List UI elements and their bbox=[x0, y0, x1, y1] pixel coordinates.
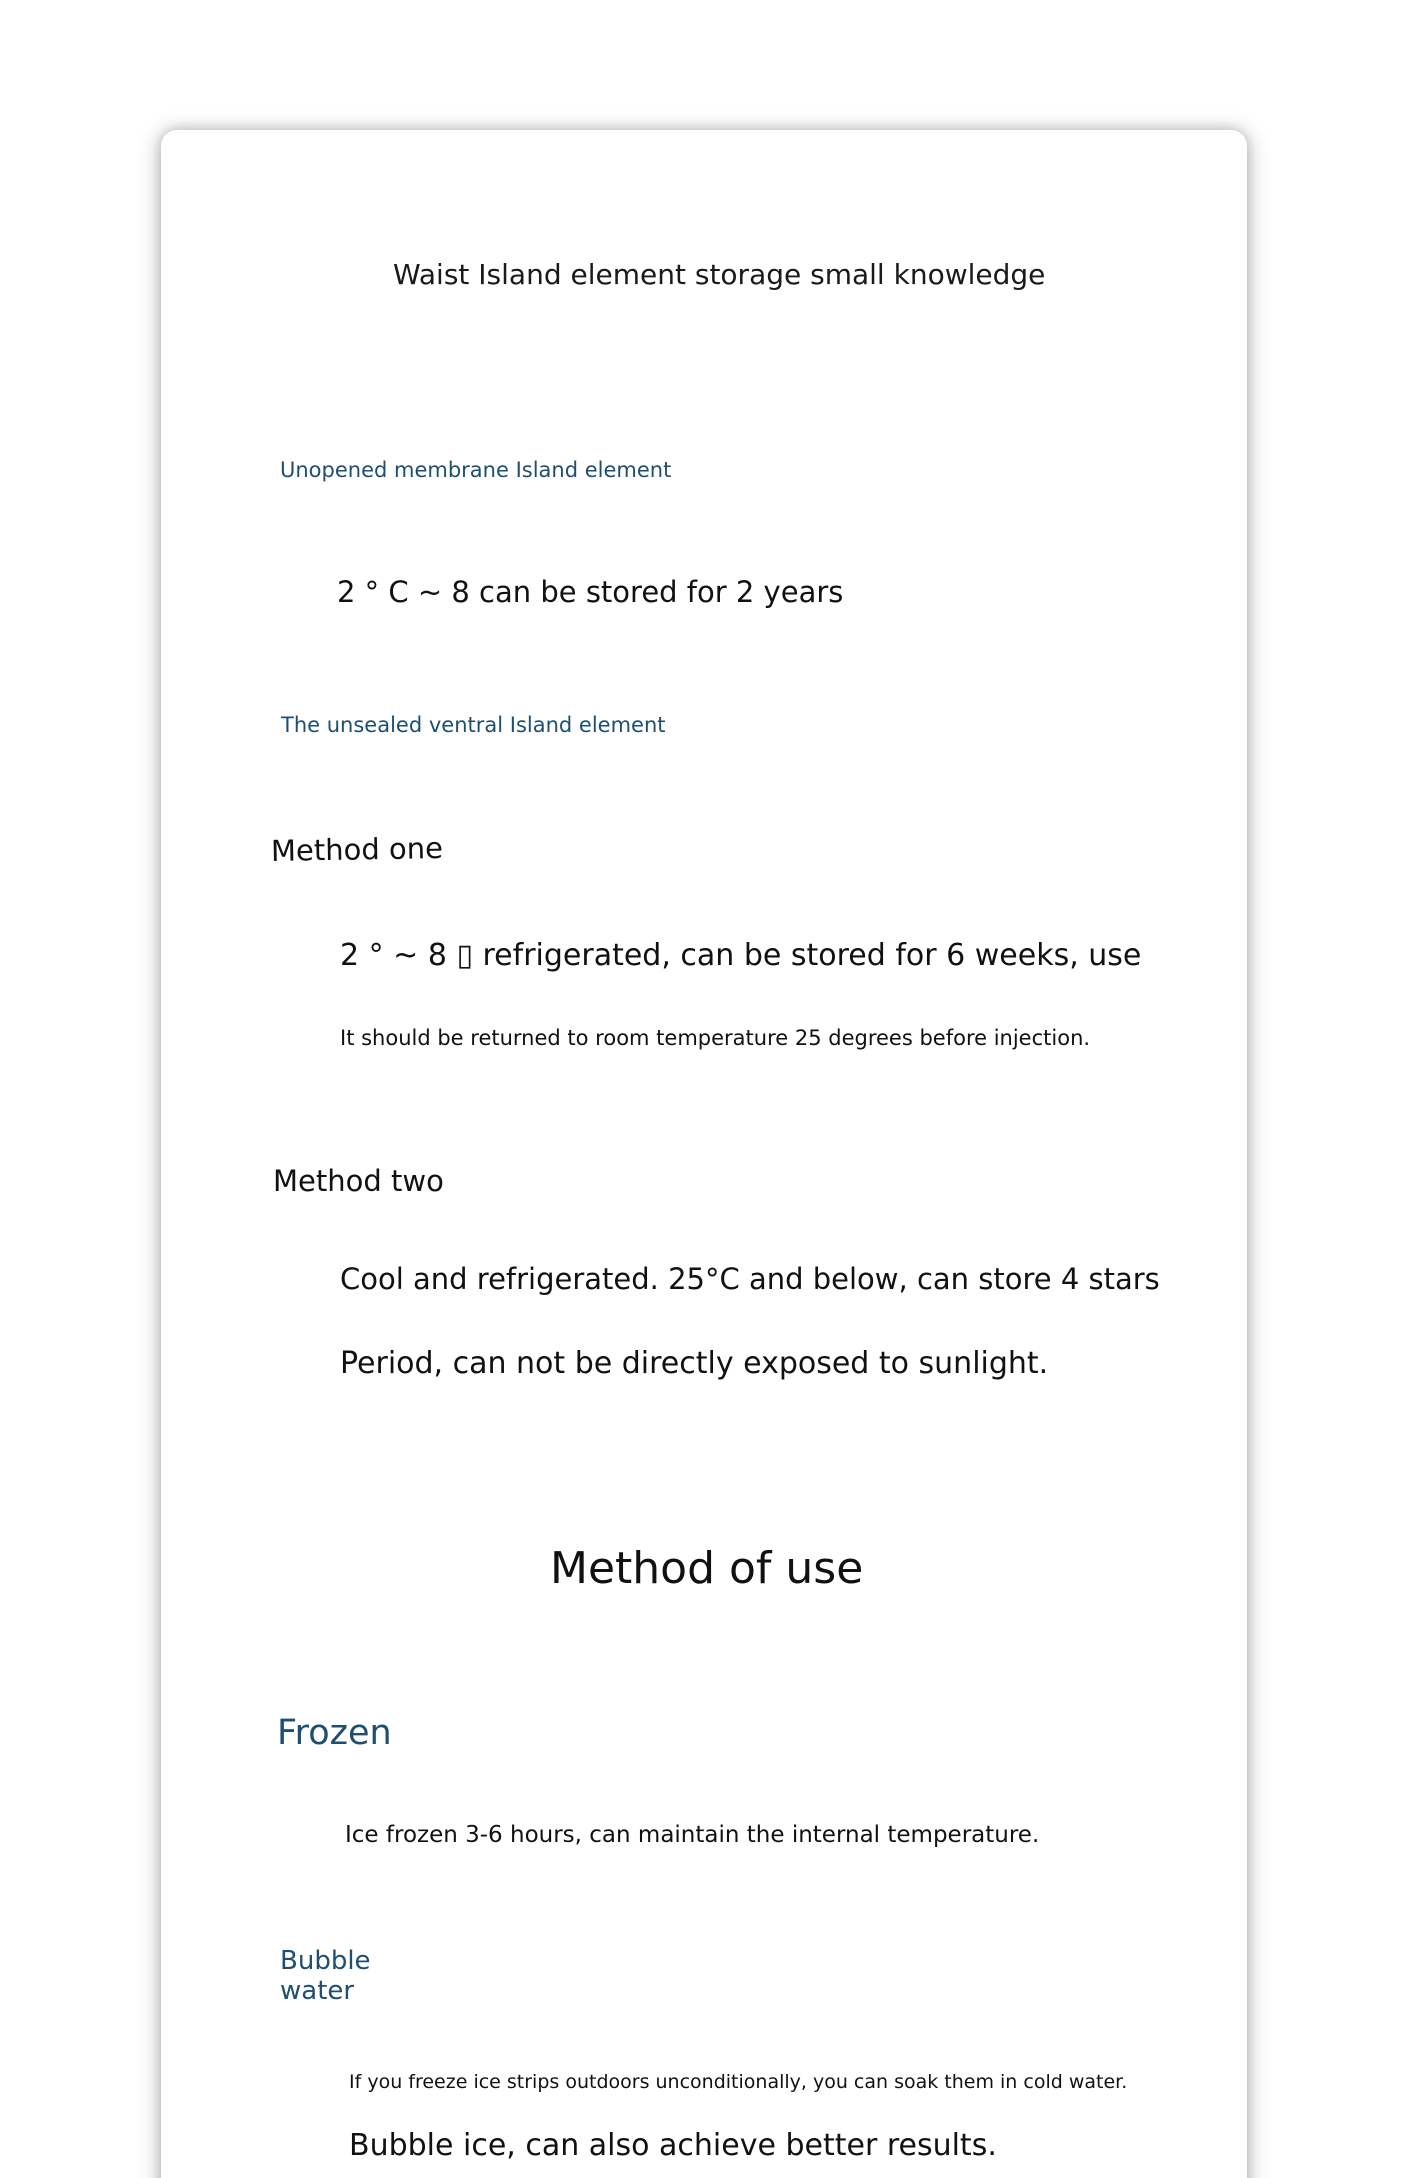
method-two-line1: Cool and refrigerated. 25°C and below, can store 4 stars bbox=[340, 1262, 1160, 1296]
page-title: Waist Island element storage small knowledge bbox=[393, 258, 1046, 291]
method-one-line2: It should be returned to room temperature 25 degrees before injection. bbox=[340, 1026, 1091, 1050]
storage-card bbox=[161, 130, 1247, 2178]
unopened-heading: Unopened membrane Island element bbox=[280, 458, 672, 482]
bubble-water-line1: If you freeze ice strips outdoors unconditionally, you can soak them in cold water. bbox=[349, 2071, 1128, 2093]
bubble-water-heading: Bubble water bbox=[280, 1946, 371, 2006]
method-one-heading: Method one bbox=[270, 831, 444, 868]
method-one-line1: 2 ° ~ 8 ▯ refrigerated, can be stored for 6 weeks, use bbox=[340, 938, 1142, 973]
frozen-text: Ice frozen 3-6 hours, can maintain the internal temperature. bbox=[345, 1822, 1040, 1848]
method-two-line2: Period, can not be directly exposed to sunlight. bbox=[340, 1346, 1049, 1381]
frozen-heading: Frozen bbox=[277, 1713, 392, 1753]
unsealed-heading: The unsealed ventral Island element bbox=[281, 713, 666, 737]
unopened-text: 2 ° C ~ 8 can be stored for 2 years bbox=[337, 575, 844, 609]
method-of-use-heading: Method of use bbox=[550, 1543, 864, 1594]
bubble-water-line2: Bubble ice, can also achieve better results. bbox=[349, 2128, 997, 2163]
method-two-heading: Method two bbox=[273, 1164, 444, 1198]
